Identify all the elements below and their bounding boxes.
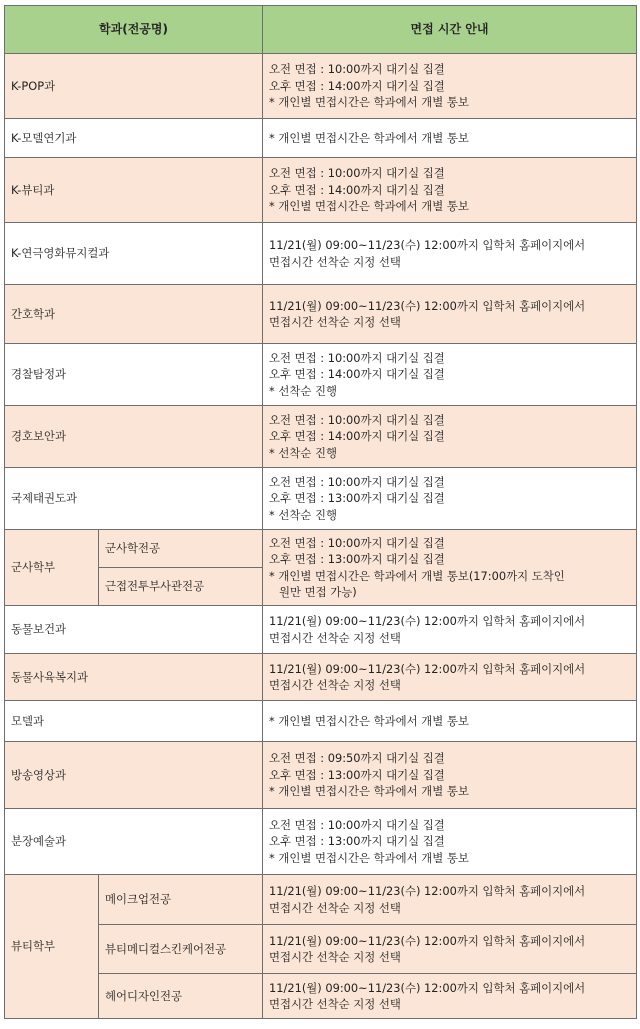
- dept-name: K-모델연기과: [5, 119, 263, 158]
- table-row: [5, 606, 637, 654]
- interview-info: 오전 면접 : 10:00까지 대기실 집결 오후 면접 : 14:00까지 대기실 집결 * 개인별 면접시간은 학과에서 개별 통보: [263, 54, 637, 119]
- dept-name: 모델과: [5, 701, 263, 742]
- interview-info: 오전 면접 : 10:00까지 대기실 집결 오후 면접 : 14:00까지 대기실 집결 * 선착순 진행: [263, 406, 637, 468]
- table-row: [5, 406, 637, 468]
- interview-info: 11/21(월) 09:00~11/23(수) 12:00까지 입학처 홈페이지에서 면접시간 선착순 지정 선택: [263, 925, 637, 974]
- interview-info: 오전 면접 : 10:00까지 대기실 집결 오후 면접 : 14:00까지 대기실 집결 * 개인별 면접시간은 학과에서 개별 통보: [263, 158, 637, 223]
- table-row: [5, 809, 637, 875]
- dept-name: 분장예술과: [5, 809, 263, 875]
- interview-info: 11/21(월) 09:00~11/23(수) 12:00까지 입학처 홈페이지에서 면접시간 선착순 지정 선택: [263, 285, 637, 344]
- dept-name: K-연극영화뮤지컬과: [5, 223, 263, 285]
- table-row: [5, 654, 637, 701]
- table-row: [5, 701, 637, 742]
- table-row: [5, 119, 637, 158]
- interview-info: 11/21(월) 09:00~11/23(수) 12:00까지 입학처 홈페이지에서 면접시간 선착순 지정 선택: [263, 875, 637, 925]
- dept-name: K-뷰티과: [5, 158, 263, 223]
- table-row: [5, 530, 637, 568]
- table-row: [5, 54, 637, 119]
- dept-name: 군사학부: [5, 530, 99, 606]
- interview-info: * 개인별 면접시간은 학과에서 개별 통보: [263, 701, 637, 742]
- dept-name: 경호보안과: [5, 406, 263, 468]
- interview-info: 11/21(월) 09:00~11/23(수) 12:00까지 입학처 홈페이지에서 면접시간 선착순 지정 선택: [263, 223, 637, 285]
- table-row: [5, 468, 637, 530]
- interview-info: 11/21(월) 09:00~11/23(수) 12:00까지 입학처 홈페이지에서 면접시간 선착순 지정 선택: [263, 606, 637, 654]
- major-name: 뷰티메디컬스킨케어전공: [99, 925, 263, 974]
- interview-info: 오전 면접 : 10:00까지 대기실 집결 오후 면접 : 13:00까지 대기실 집결 * 개인별 면접시간은 학과에서 개별 통보(17:00까지 도착인 원만 면접 가능): [263, 530, 637, 606]
- interview-info: 오전 면접 : 10:00까지 대기실 집결 오후 면접 : 14:00까지 대기실 집결 * 선착순 진행: [263, 344, 637, 406]
- dept-name: 동물사육복지과: [5, 654, 263, 701]
- interview-info: 오전 면접 : 10:00까지 대기실 집결 오후 면접 : 13:00까지 대기실 집결 * 개인별 면접시간은 학과에서 개별 통보: [263, 809, 637, 875]
- table-row: [5, 742, 637, 809]
- major-name: 메이크업전공: [99, 875, 263, 925]
- table-row: [5, 925, 637, 974]
- interview-info: 11/21(월) 09:00~11/23(수) 12:00까지 입학처 홈페이지에서 면접시간 선착순 지정 선택: [263, 654, 637, 701]
- dept-name: 동물보건과: [5, 606, 263, 654]
- major-name: 헤어디자인전공: [99, 974, 263, 1019]
- interview-info: * 개인별 면접시간은 학과에서 개별 통보: [263, 119, 637, 158]
- table-row: [5, 223, 637, 285]
- interview-schedule-table: [4, 5, 637, 1019]
- dept-name: 방송영상과: [5, 742, 263, 809]
- header-info: 면접 시간 안내: [263, 6, 637, 54]
- dept-name: 뷰티학부: [5, 875, 99, 1019]
- interview-info: 11/21(월) 09:00~11/23(수) 12:00까지 입학처 홈페이지에서 면접시간 선착순 지정 선택: [263, 974, 637, 1019]
- dept-name: 간호학과: [5, 285, 263, 344]
- interview-info: 오전 면접 : 10:00까지 대기실 집결 오후 면접 : 13:00까지 대기실 집결 * 선착순 진행: [263, 468, 637, 530]
- table-row: [5, 285, 637, 344]
- table-row: [5, 875, 637, 925]
- table-row: [5, 344, 637, 406]
- interview-info: 오전 면접 : 09:50까지 대기실 집결 오후 면접 : 13:00까지 대기실 집결 * 개인별 면접시간은 학과에서 개별 통보: [263, 742, 637, 809]
- table-row: [5, 158, 637, 223]
- header-dept: 학과(전공명): [5, 6, 263, 54]
- dept-name: 국제태권도과: [5, 468, 263, 530]
- dept-name: 경찰탐정과: [5, 344, 263, 406]
- table-row: [5, 974, 637, 1019]
- dept-name: K-POP과: [5, 54, 263, 119]
- major-name: 근접전투부사관전공: [99, 568, 263, 606]
- major-name: 군사학전공: [99, 530, 263, 568]
